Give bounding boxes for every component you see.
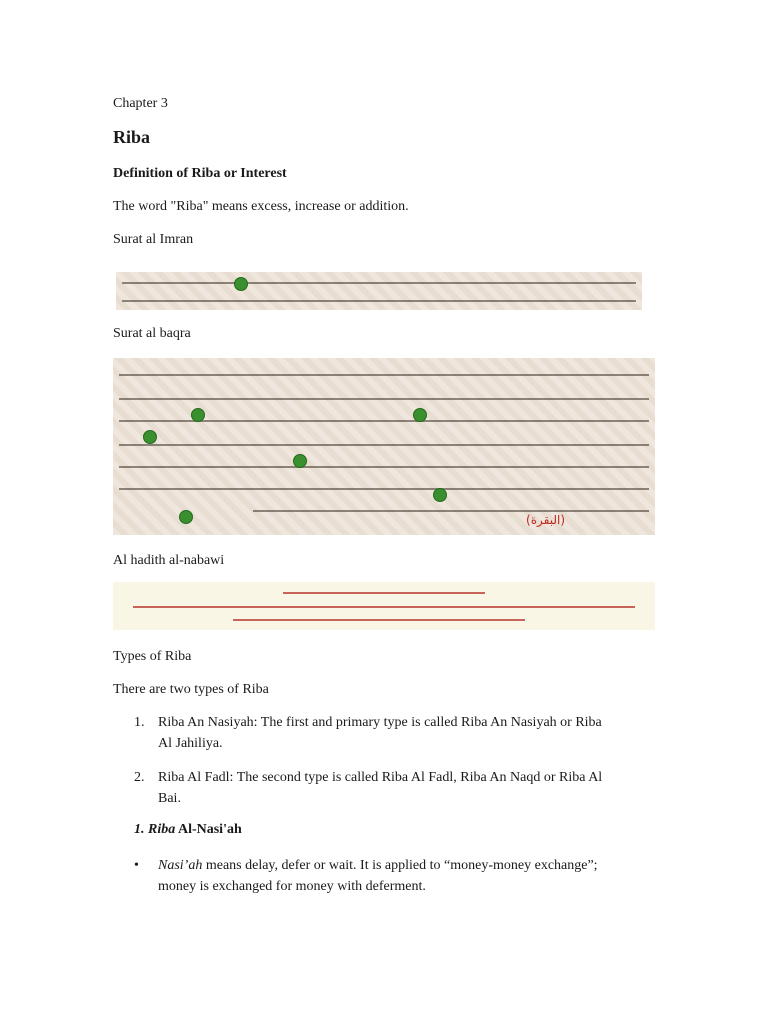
list-item-line: Riba Al Fadl: The second type is called Riba Al Fadl, Riba An Naqd or Riba Al	[158, 770, 603, 785]
bullet-line: means delay, defer or wait. It is applied to “money-money exchange”;	[202, 858, 598, 873]
list-item	[113, 712, 653, 754]
intro-paragraph: The word "Riba" means excess, increase or addition.	[113, 199, 409, 214]
verse-marker-icon	[143, 430, 157, 444]
list-item	[113, 767, 653, 809]
bullet-item	[134, 855, 654, 897]
verse-marker-icon	[433, 488, 447, 502]
hadith-label: Al hadith al-nabawi	[113, 553, 225, 568]
verse-marker-icon	[293, 454, 307, 468]
subheading-emphasis: Riba	[148, 822, 176, 837]
list-item-line: Bai.	[158, 791, 181, 806]
list-item-line: Al Jahiliya.	[158, 736, 223, 751]
types-heading: Types of Riba	[113, 649, 192, 664]
chapter-label: Chapter 3	[113, 96, 168, 111]
quran-verse-image-imran	[116, 272, 642, 310]
surah-caption: (البقرة)	[526, 513, 565, 527]
page-title: Riba	[113, 127, 151, 147]
subheading-rest: Al-Nasi'ah	[175, 822, 242, 837]
list-number: 1.	[134, 715, 145, 730]
list-number: 2.	[134, 770, 145, 785]
verse-marker-icon	[179, 510, 193, 524]
verse-marker-icon	[191, 408, 205, 422]
subheading-number: 1.	[134, 822, 145, 837]
bullet-emphasis: Nasi’ah	[158, 858, 203, 873]
hadith-text-image	[113, 582, 655, 630]
verse-marker-icon	[413, 408, 427, 422]
verse-marker-icon	[234, 277, 248, 291]
list-item-line: Riba An Nasiyah: The first and primary type is called Riba An Nasiyah or Riba	[158, 715, 602, 730]
surat-imran-label: Surat al Imran	[113, 232, 194, 247]
definition-heading: Definition of Riba or Interest	[113, 166, 287, 181]
types-intro: There are two types of Riba	[113, 682, 269, 697]
bullet-symbol: •	[134, 858, 139, 873]
surat-baqra-label: Surat al baqra	[113, 326, 191, 341]
quran-verse-image-baqra	[113, 358, 655, 535]
subheading-riba-al-nasiah	[134, 821, 242, 839]
bullet-line: money is exchanged for money with deferment.	[158, 879, 426, 894]
